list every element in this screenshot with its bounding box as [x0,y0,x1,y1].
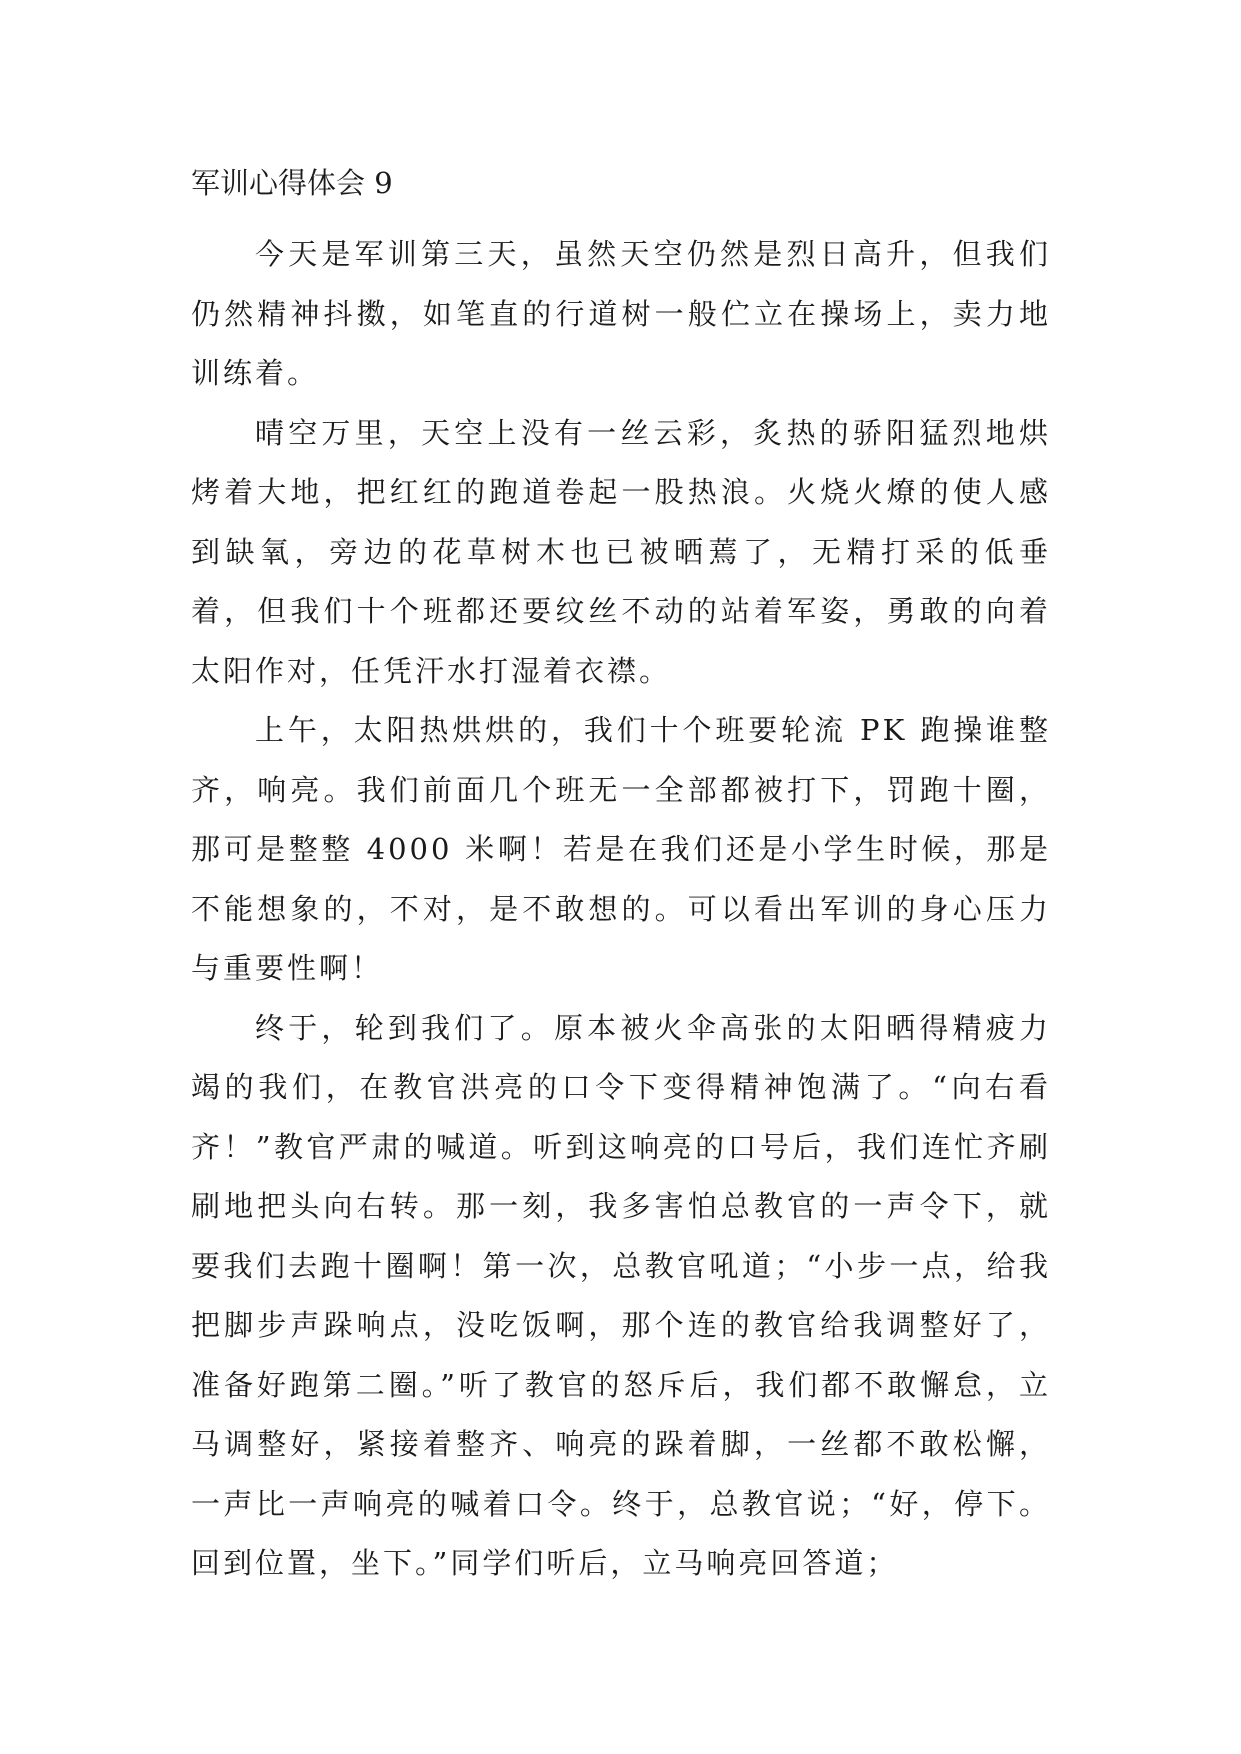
document-title: 军训心得体会 9 [191,166,393,200]
paragraph: 晴空万里，天空上没有一丝云彩，炙热的骄阳猛烈地烘烤着大地，把红红的跑道卷起一股热浪。火烧火燎的使人感到缺氧，旁边的花草树木也已被晒蔫了，无精打采的低垂着，但我们十个班都还要纹丝不动的站着军姿，勇敢的向着太阳作对，任凭汗水打湿着衣襟。 [191,415,1051,688]
paragraph: 终于，轮到我们了。原本被火伞高张的太阳晒得精疲力竭的我们，在教官洪亮的口令下变得精神饱满了。“向右看齐！”教官严肃的喊道。听到这响亮的口号后，我们连忙齐刷刷地把头向右转。那一刻，我多害怕总教官的一声令下，就要我们去跑十圈啊！第一次，总教官吼道；“小步一点，给我把脚步声跺响点，没吃饭啊，那个连的教官给我调整好了，准备好跑第二圈。”听了教官的怒斥后，我们都不敢懈怠，立马调整好，紧接着整齐、响亮的跺着脚，一丝都不敢松懈，一声比一声响亮的喊着口令。终于，总教官说；“好，停下。回到位置，坐下。”同学们听后，立马响亮回答道； [191,1010,1051,1580]
paragraph: 上午，太阳热烘烘的，我们十个班要轮流 PK 跑操谁整齐，响亮。我们前面几个班无一全部都被打下，罚跑十圈，那可是整整 4000 米啊！若是在我们还是小学生时候，那是不能想象的，不对，是不敢想的。可以看出军训的身心压力与重要性啊！ [191,713,1051,985]
document-body [191,225,1051,1594]
paragraph: 今天是军训第三天，虽然天空仍然是烈日高升，但我们仍然精神抖擞，如笔直的行道树一般伫立在操场上，卖力地训练着。 [191,237,1051,390]
